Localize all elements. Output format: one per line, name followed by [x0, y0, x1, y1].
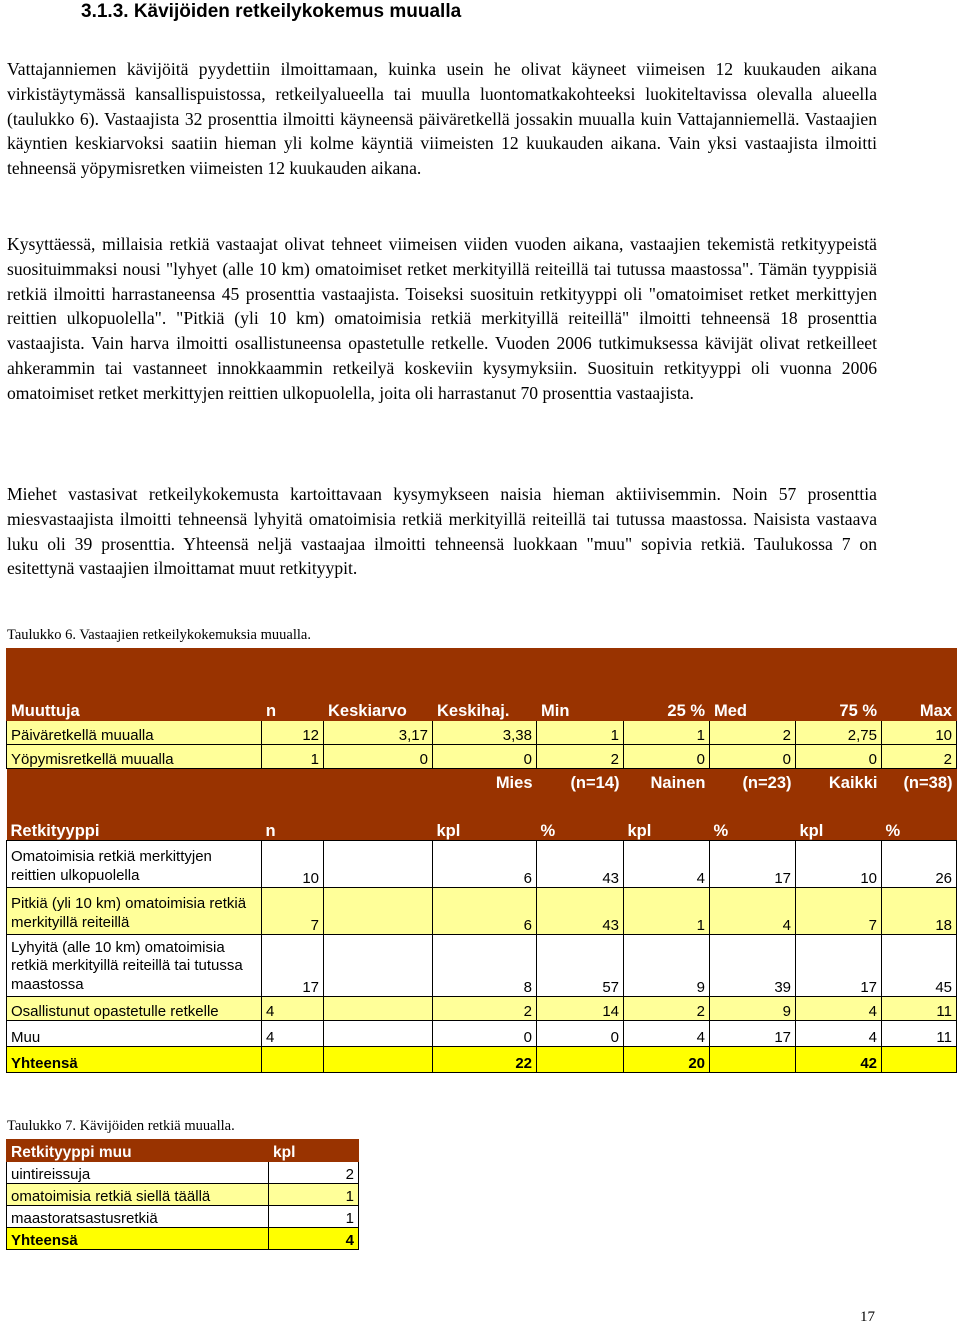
group-label: Kaikki: [796, 769, 882, 799]
table-cell: 39: [710, 935, 796, 997]
header-cell: Retkityyppi: [7, 799, 262, 841]
table-cell: 45: [882, 935, 957, 997]
paragraph-1: Vattajanniemen kävijöitä pyydettiin ilmoittamaan, kuinka usein he olivat käyneet viimeisen 12 kuukauden aikana virkistäytymässä kansallispuistossa, retkeilyalueella tai muulla luontomatkakohteeksi luokiteltavissa olevalla alueella (taulukko 6). Vastaajista 32 prosenttia ilmoitti käyneensä päiväretkellä jossakin muualla kuin Vattajanniemellä. Vastaajien käyntien keskiarvoksi saatiin hieman yli kolme käyntiä viimeisten 12 kuukauden aikana. Vain yksi vastaajista ilmoitti tehneensä yöpymisretken viimeisten 12 kuukauden aikana.: [7, 59, 877, 179]
table-cell: 0: [433, 745, 537, 769]
table-cell: 17: [262, 935, 324, 997]
table-cell: 1: [269, 1184, 359, 1206]
table-cell: 4: [262, 997, 324, 1021]
empty-cell: [324, 997, 433, 1021]
table-cell: 1: [269, 1206, 359, 1228]
row-label: maastoratsastusretkiä: [7, 1206, 269, 1228]
table-cell: 0: [324, 745, 433, 769]
table-cell: 7: [796, 888, 882, 935]
empty-cell: [324, 1047, 433, 1073]
table-cell: 22: [433, 1047, 537, 1073]
table-row: [7, 1021, 957, 1047]
row-label: Osallistunut opastetulle retkelle: [7, 997, 262, 1021]
header-cell: %: [537, 799, 624, 841]
table-row: [7, 888, 957, 935]
header-cell: %: [710, 799, 796, 841]
table-cell: 4: [796, 997, 882, 1021]
row-label: Yhteensä: [7, 1047, 262, 1073]
table-cell: 3,38: [433, 721, 537, 745]
table-row: [7, 997, 957, 1021]
table-cell: 10: [882, 721, 957, 745]
header-cell: 25 %: [624, 649, 710, 721]
table-cell: 2: [624, 997, 710, 1021]
empty-cell: [537, 1047, 624, 1073]
table-cell: 4: [796, 1021, 882, 1047]
header-cell: kpl: [433, 799, 537, 841]
paragraph-3: Miehet vastasivat retkeilykokemusta kartoittavaan kysymykseen naisia hieman aktiivisemmin. Noin 57 prosenttia miesvastaajista ilmoitti tehneensä lyhyitä omatoimisia retkiä merkityillä reiteillä tai tutussa maastossa. Naisista vastaava luku oli 39 prosenttia. Yhteensä neljä vastaajaa ilmoitti tehneensä luokkaan "muu" sopivia retkiä. Taulukossa 7 on esitettynä vastaajien ilmoittamat muut retkityypit.: [7, 484, 877, 579]
paragraph-2: Kysyttäessä, millaisia retkiä vastaajat olivat tehneet viimeisen viiden vuoden aikana, vastaajien tekemistä retkityypeistä suosituimmaksi nousi "lyhyet (alle 10 km) omatoimiset retket merkityillä reiteillä tai tutussa maastossa". Tämän tyyppisiä retkiä ilmoitti harrastaneensa 45 prosenttia vastaajista. Toiseksi suosituin retkityyppi oli "omatoimiset retket merkittyjen reittien ulkopuolella". "Pitkiä (yli 10 km) omatoimisia retkiä merkityillä reiteillä" ilmoitti tehneensä 18 prosenttia vastaajista. Vain harva ilmoitti osallistuneensa opastetulle retkelle. Vuoden 2006 tutkimuksessa kävijät olivat retkeilleet ahkerammin tai vastanneet innokkaammin retkeilyä koskeviin kysymyksiin. Suosituin retkityyppi oli vuonna 2006 omatoimiset retket merkittyjen reittien ulkopuolella, joita oli harrastanut 70 prosenttia vastaajista.: [7, 234, 877, 403]
group-label: (n=38): [882, 769, 957, 799]
table-cell: 1: [262, 745, 324, 769]
empty-cell: [324, 1021, 433, 1047]
table-cell: 4: [624, 841, 710, 888]
table-cell: 26: [882, 841, 957, 888]
row-label: Päiväretkellä muualla: [7, 721, 262, 745]
table-cell: 18: [882, 888, 957, 935]
header-cell: n: [262, 799, 324, 841]
row-label: uintireissuja: [7, 1162, 269, 1184]
table-7: [6, 1139, 359, 1250]
group-label: Mies: [433, 769, 537, 799]
row-label: Omatoimisia retkiä merkittyjen reittien ulkopuolella: [7, 841, 262, 888]
table-cell: 0: [710, 745, 796, 769]
table-row: [7, 935, 957, 997]
table-cell: 11: [882, 1021, 957, 1047]
header-cell: %: [882, 799, 957, 841]
table-row: [7, 745, 957, 769]
row-label: omatoimisia retkiä siellä täällä: [7, 1184, 269, 1206]
table-cell: 1: [624, 721, 710, 745]
row-label: Pitkiä (yli 10 km) omatoimisia retkiä merkityillä reiteillä: [7, 888, 262, 935]
empty-cell: [324, 769, 433, 799]
table-row: [7, 721, 957, 745]
total-row: [7, 1228, 359, 1250]
table-cell: 4: [262, 1021, 324, 1047]
table-row: [7, 1206, 359, 1228]
header-cell: Retkityyppi muu: [7, 1140, 269, 1162]
table-cell: 42: [796, 1047, 882, 1073]
table-cell: 4: [624, 1021, 710, 1047]
table-cell: 12: [262, 721, 324, 745]
header-cell: Min: [537, 649, 624, 721]
empty-cell: [324, 841, 433, 888]
table-row: [7, 841, 957, 888]
table-cell: 3,17: [324, 721, 433, 745]
empty-cell: [262, 769, 324, 799]
table-row: [7, 1184, 359, 1206]
empty-cell: [262, 1047, 324, 1073]
table-cell: 4: [710, 888, 796, 935]
group-label: Nainen: [624, 769, 710, 799]
row-label: Yöpymisretkellä muualla: [7, 745, 262, 769]
table-cell: 2: [710, 721, 796, 745]
group-label: (n=14): [537, 769, 624, 799]
table-cell: 17: [796, 935, 882, 997]
group-label: (n=23): [710, 769, 796, 799]
table-6-caption: Taulukko 6. Vastaajien retkeilykokemuksia muualla.: [7, 627, 311, 643]
table-7-caption: Taulukko 7. Kävijöiden retkiä muualla.: [7, 1118, 235, 1134]
table-cell: 0: [624, 745, 710, 769]
table-cell: 10: [796, 841, 882, 888]
table-6: [6, 648, 957, 1073]
header-cell: Keskiarvo: [324, 649, 433, 721]
table-cell: 2: [433, 997, 537, 1021]
table-cell: 20: [624, 1047, 710, 1073]
group-header-row: [7, 769, 957, 799]
page-number: 17: [860, 1309, 875, 1325]
section-heading: 3.1.3. Kävijöiden retkeilykokemus muualla: [81, 1, 462, 22]
table-cell: 2: [269, 1162, 359, 1184]
empty-cell: [324, 888, 433, 935]
table-cell: 4: [269, 1228, 359, 1250]
row-label: Lyhyitä (alle 10 km) omatoimisia retkiä merkityillä reiteillä tai tutussa maastossa: [7, 935, 262, 997]
header-cell: kpl: [796, 799, 882, 841]
empty-cell: [7, 769, 262, 799]
header-cell: kpl: [624, 799, 710, 841]
table-row: [7, 1162, 359, 1184]
header-cell: Med: [710, 649, 796, 721]
empty-cell: [324, 799, 433, 841]
empty-cell: [710, 1047, 796, 1073]
table-cell: 6: [433, 841, 537, 888]
table-cell: 9: [710, 997, 796, 1021]
table-cell: 43: [537, 888, 624, 935]
table-cell: 11: [882, 997, 957, 1021]
header-cell: Max: [882, 649, 957, 721]
row-label: Muu: [7, 1021, 262, 1047]
header-cell: Muuttuja: [7, 649, 262, 721]
table-cell: 1: [537, 721, 624, 745]
table-cell: 6: [433, 888, 537, 935]
table-header-row: [7, 799, 957, 841]
table-cell: 14: [537, 997, 624, 1021]
table-cell: 0: [796, 745, 882, 769]
header-cell: Keskihaj.: [433, 649, 537, 721]
table-cell: 0: [537, 1021, 624, 1047]
empty-cell: [882, 1047, 957, 1073]
table-cell: 7: [262, 888, 324, 935]
table-cell: 2,75: [796, 721, 882, 745]
table-cell: 17: [710, 841, 796, 888]
table-cell: 57: [537, 935, 624, 997]
table-cell: 43: [537, 841, 624, 888]
table-header-row: [7, 649, 957, 721]
table-header-row: [7, 1140, 359, 1162]
header-cell: n: [262, 649, 324, 721]
table-cell: 0: [433, 1021, 537, 1047]
header-cell: 75 %: [796, 649, 882, 721]
header-cell: kpl: [269, 1140, 359, 1162]
table-cell: 2: [537, 745, 624, 769]
table-cell: 8: [433, 935, 537, 997]
table-cell: 10: [262, 841, 324, 888]
total-row: [7, 1047, 957, 1073]
row-label: Yhteensä: [7, 1228, 269, 1250]
table-cell: 9: [624, 935, 710, 997]
table-cell: 1: [624, 888, 710, 935]
empty-cell: [324, 935, 433, 997]
table-cell: 2: [882, 745, 957, 769]
table-cell: 17: [710, 1021, 796, 1047]
